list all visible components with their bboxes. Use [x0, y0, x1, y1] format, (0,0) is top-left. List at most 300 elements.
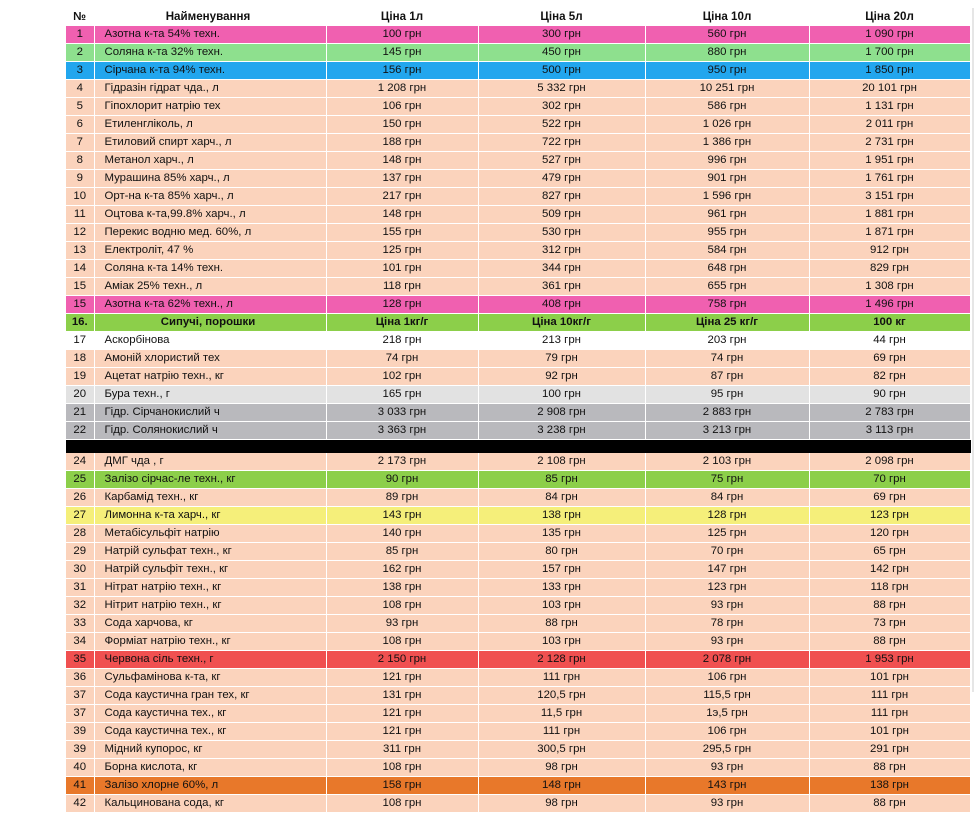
row-number: 33	[66, 615, 94, 633]
table-row	[66, 206, 970, 224]
price-10: 586 грн	[645, 98, 809, 116]
price-1	[326, 440, 478, 453]
header-price-5: Ціна 5л	[478, 8, 645, 26]
header-name: Найменування	[94, 8, 326, 26]
price-1: 3 033 грн	[326, 404, 478, 422]
row-number: 40	[66, 759, 94, 777]
row-number: 39	[66, 741, 94, 759]
price-20: 2 783 грн	[809, 404, 970, 422]
price-20: 70 грн	[809, 471, 970, 489]
price-10: 106 грн	[645, 723, 809, 741]
table-row	[66, 422, 970, 440]
price-1: 2 173 грн	[326, 453, 478, 471]
product-name: Натрій сульфат техн., кг	[94, 543, 326, 561]
price-5: 2 908 грн	[478, 404, 645, 422]
product-name: Карбамід техн., кг	[94, 489, 326, 507]
price-5: 103 грн	[478, 633, 645, 651]
price-10: 648 грн	[645, 260, 809, 278]
product-name: Нітрат натрію техн., кг	[94, 579, 326, 597]
price-20: 1 308 грн	[809, 278, 970, 296]
product-name: Аміак 25% техн., л	[94, 278, 326, 296]
row-number: 16.	[66, 314, 94, 332]
price-10: 996 грн	[645, 152, 809, 170]
product-name	[94, 440, 326, 453]
price-1: 121 грн	[326, 723, 478, 741]
product-name: Сульфамінова к-та, кг	[94, 669, 326, 687]
price-20: 111 грн	[809, 687, 970, 705]
price-10: 143 грн	[645, 777, 809, 795]
price-1: 121 грн	[326, 669, 478, 687]
price-1: 118 грн	[326, 278, 478, 296]
price-10: 115,5 грн	[645, 687, 809, 705]
price-20: 88 грн	[809, 759, 970, 777]
table-row	[66, 224, 970, 242]
price-20: 88 грн	[809, 795, 970, 813]
price-5: 98 грн	[478, 795, 645, 813]
price-5: 300,5 грн	[478, 741, 645, 759]
price-1: 140 грн	[326, 525, 478, 543]
row-number: 35	[66, 651, 94, 669]
price-20: 1 881 грн	[809, 206, 970, 224]
price-5: 527 грн	[478, 152, 645, 170]
price-10: 880 грн	[645, 44, 809, 62]
price-10: 93 грн	[645, 795, 809, 813]
price-5: 530 грн	[478, 224, 645, 242]
price-5: 135 грн	[478, 525, 645, 543]
table-row	[66, 453, 970, 471]
price-1: 2 150 грн	[326, 651, 478, 669]
table-row	[66, 759, 970, 777]
price-10: 95 грн	[645, 386, 809, 404]
price-5: 302 грн	[478, 98, 645, 116]
table-row	[66, 525, 970, 543]
row-number: 30	[66, 561, 94, 579]
product-name: Аскорбінова	[94, 332, 326, 350]
price-1: 108 грн	[326, 795, 478, 813]
price-5: 2 108 грн	[478, 453, 645, 471]
table-row	[66, 669, 970, 687]
price-5: 509 грн	[478, 206, 645, 224]
price-20: 101 грн	[809, 723, 970, 741]
price-1: 311 грн	[326, 741, 478, 759]
price-5: 450 грн	[478, 44, 645, 62]
price-20: 142 грн	[809, 561, 970, 579]
price-1: 188 грн	[326, 134, 478, 152]
price-20: 73 грн	[809, 615, 970, 633]
price-10: 1 596 грн	[645, 188, 809, 206]
price-10: 901 грн	[645, 170, 809, 188]
price-20: 1 951 грн	[809, 152, 970, 170]
price-10: 955 грн	[645, 224, 809, 242]
row-number: 3	[66, 62, 94, 80]
price-20: 123 грн	[809, 507, 970, 525]
row-number	[66, 440, 94, 453]
product-name: ДМГ чда , г	[94, 453, 326, 471]
price-1: 125 грн	[326, 242, 478, 260]
price-20: 2 731 грн	[809, 134, 970, 152]
price-1: 3 363 грн	[326, 422, 478, 440]
product-name: Азотна к-та 62% техн., л	[94, 296, 326, 314]
price-5: 98 грн	[478, 759, 645, 777]
price-1: 102 грн	[326, 368, 478, 386]
price-sheet	[66, 8, 970, 813]
price-5: 827 грн	[478, 188, 645, 206]
price-20: 69 грн	[809, 350, 970, 368]
table-row	[66, 471, 970, 489]
product-name: Ацетат натрію техн., кг	[94, 368, 326, 386]
price-10: 106 грн	[645, 669, 809, 687]
price-10: 87 грн	[645, 368, 809, 386]
table-row	[66, 44, 970, 62]
price-1: 121 грн	[326, 705, 478, 723]
price-20: 90 грн	[809, 386, 970, 404]
price-20: 1 090 грн	[809, 26, 970, 44]
header-num: №	[66, 8, 94, 26]
table-row	[66, 404, 970, 422]
product-name: Електроліт, 47 %	[94, 242, 326, 260]
price-10: 93 грн	[645, 759, 809, 777]
price-5: 479 грн	[478, 170, 645, 188]
price-1: 100 грн	[326, 26, 478, 44]
product-name: Орт-на к-та 85% харч., л	[94, 188, 326, 206]
price-20: 65 грн	[809, 543, 970, 561]
price-10: 93 грн	[645, 597, 809, 615]
table-row	[66, 507, 970, 525]
price-1: 85 грн	[326, 543, 478, 561]
product-name: Сипучі, порошки	[94, 314, 326, 332]
row-number: 10	[66, 188, 94, 206]
table-row	[66, 489, 970, 507]
price-1: 148 грн	[326, 206, 478, 224]
price-20: 1 953 грн	[809, 651, 970, 669]
price-20: 1 850 грн	[809, 62, 970, 80]
row-number: 37	[66, 687, 94, 705]
price-5: 11,5 грн	[478, 705, 645, 723]
product-name: Метабісульфіт натрію	[94, 525, 326, 543]
price-1: Ціна 1кг/г	[326, 314, 478, 332]
row-number: 12	[66, 224, 94, 242]
price-5: 148 грн	[478, 777, 645, 795]
price-20: 120 грн	[809, 525, 970, 543]
row-number: 14	[66, 260, 94, 278]
price-5: 80 грн	[478, 543, 645, 561]
row-number: 41	[66, 777, 94, 795]
price-5: 300 грн	[478, 26, 645, 44]
row-number: 36	[66, 669, 94, 687]
price-5: Ціна 10кг/г	[478, 314, 645, 332]
product-name: Оцтова к-та,99.8% харч., л	[94, 206, 326, 224]
price-20: 44 грн	[809, 332, 970, 350]
price-table	[66, 8, 971, 813]
price-1: 131 грн	[326, 687, 478, 705]
product-name: Борна кислота, кг	[94, 759, 326, 777]
header-price-1: Ціна 1л	[326, 8, 478, 26]
table-row	[66, 615, 970, 633]
product-name: Сода харчова, кг	[94, 615, 326, 633]
product-name: Формiат натрію техн., кг	[94, 633, 326, 651]
price-5	[478, 440, 645, 453]
price-10: 75 грн	[645, 471, 809, 489]
price-1: 89 грн	[326, 489, 478, 507]
price-10: 125 грн	[645, 525, 809, 543]
price-10: 1 026 грн	[645, 116, 809, 134]
price-1: 108 грн	[326, 759, 478, 777]
price-1: 1 208 грн	[326, 80, 478, 98]
product-name: Кальцинована сода, кг	[94, 795, 326, 813]
price-10: 84 грн	[645, 489, 809, 507]
row-number: 21	[66, 404, 94, 422]
price-10: 203 грн	[645, 332, 809, 350]
price-20: 111 грн	[809, 705, 970, 723]
product-name: Соляна к-та 32% техн.	[94, 44, 326, 62]
price-20: 138 грн	[809, 777, 970, 795]
price-1: 108 грн	[326, 597, 478, 615]
product-name: Метанол харч., л	[94, 152, 326, 170]
row-number: 4	[66, 80, 94, 98]
price-10: 10 251 грн	[645, 80, 809, 98]
price-20: 1 871 грн	[809, 224, 970, 242]
product-name: Азотна к-та 54% техн.	[94, 26, 326, 44]
price-10	[645, 440, 809, 453]
row-number: 2	[66, 44, 94, 62]
price-5: 722 грн	[478, 134, 645, 152]
table-body	[66, 26, 970, 813]
row-number: 15	[66, 296, 94, 314]
price-5: 157 грн	[478, 561, 645, 579]
table-row	[66, 723, 970, 741]
price-20: 101 грн	[809, 669, 970, 687]
row-number: 19	[66, 368, 94, 386]
table-row	[66, 296, 970, 314]
price-10: 93 грн	[645, 633, 809, 651]
product-name: Сода каустична гран тех, кг	[94, 687, 326, 705]
price-1: 150 грн	[326, 116, 478, 134]
table-row	[66, 98, 970, 116]
product-name: Соляна к-та 14% техн.	[94, 260, 326, 278]
price-10: 1э,5 грн	[645, 705, 809, 723]
product-name: Натрій сульфіт техн., кг	[94, 561, 326, 579]
section-header-row	[66, 314, 970, 332]
row-number: 5	[66, 98, 94, 116]
price-10: Ціна 25 кг/г	[645, 314, 809, 332]
table-row	[66, 561, 970, 579]
price-5: 213 грн	[478, 332, 645, 350]
price-10: 3 213 грн	[645, 422, 809, 440]
row-number: 13	[66, 242, 94, 260]
table-row	[66, 260, 970, 278]
price-20: 2 011 грн	[809, 116, 970, 134]
table-row	[66, 152, 970, 170]
row-number: 11	[66, 206, 94, 224]
header-price-20: Ціна 20л	[809, 8, 970, 26]
price-10: 655 грн	[645, 278, 809, 296]
price-5: 100 грн	[478, 386, 645, 404]
product-name: Гіпохлорит натрію тех	[94, 98, 326, 116]
price-10: 2 103 грн	[645, 453, 809, 471]
price-5: 111 грн	[478, 723, 645, 741]
product-name: Гідр. Сірчанокислий ч	[94, 404, 326, 422]
price-5: 361 грн	[478, 278, 645, 296]
price-1: 74 грн	[326, 350, 478, 368]
row-number: 17	[66, 332, 94, 350]
product-name: Лимонна к-та харч., кг	[94, 507, 326, 525]
table-row	[66, 597, 970, 615]
price-1: 217 грн	[326, 188, 478, 206]
row-number: 32	[66, 597, 94, 615]
price-10: 950 грн	[645, 62, 809, 80]
table-row	[66, 134, 970, 152]
price-20: 3 113 грн	[809, 422, 970, 440]
price-20: 82 грн	[809, 368, 970, 386]
price-5: 138 грн	[478, 507, 645, 525]
price-1: 106 грн	[326, 98, 478, 116]
table-row	[66, 651, 970, 669]
price-1: 155 грн	[326, 224, 478, 242]
row-number: 6	[66, 116, 94, 134]
price-5: 5 332 грн	[478, 80, 645, 98]
price-10: 128 грн	[645, 507, 809, 525]
product-name: Мурашина 85% харч., л	[94, 170, 326, 188]
price-20: 3 151 грн	[809, 188, 970, 206]
table-row	[66, 80, 970, 98]
price-5: 120,5 грн	[478, 687, 645, 705]
price-1: 148 грн	[326, 152, 478, 170]
row-number: 34	[66, 633, 94, 651]
price-5: 103 грн	[478, 597, 645, 615]
table-row	[66, 795, 970, 813]
price-1: 128 грн	[326, 296, 478, 314]
price-10: 2 883 грн	[645, 404, 809, 422]
product-name: Бура техн., г	[94, 386, 326, 404]
price-5: 85 грн	[478, 471, 645, 489]
table-row	[66, 579, 970, 597]
price-5: 92 грн	[478, 368, 645, 386]
row-number: 24	[66, 453, 94, 471]
product-name: Гідразін гідрат чда., л	[94, 80, 326, 98]
price-20: 1 131 грн	[809, 98, 970, 116]
price-5: 3 238 грн	[478, 422, 645, 440]
price-10: 1 386 грн	[645, 134, 809, 152]
table-row	[66, 543, 970, 561]
price-5: 312 грн	[478, 242, 645, 260]
product-name: Залізо хлорне 60%, л	[94, 777, 326, 795]
price-10: 2 078 грн	[645, 651, 809, 669]
row-number: 22	[66, 422, 94, 440]
price-20: 20 101 грн	[809, 80, 970, 98]
row-number: 20	[66, 386, 94, 404]
table-row	[66, 741, 970, 759]
price-5: 79 грн	[478, 350, 645, 368]
row-number: 18	[66, 350, 94, 368]
product-name: Етиловий спирт харч., л	[94, 134, 326, 152]
row-number: 8	[66, 152, 94, 170]
product-name: Сода каустична тех., кг	[94, 723, 326, 741]
price-1: 165 грн	[326, 386, 478, 404]
price-20: 69 грн	[809, 489, 970, 507]
price-10: 295,5 грн	[645, 741, 809, 759]
header-price-10: Ціна 10л	[645, 8, 809, 26]
price-10: 758 грн	[645, 296, 809, 314]
price-5: 111 грн	[478, 669, 645, 687]
separator-row	[66, 440, 970, 453]
price-1: 90 грн	[326, 471, 478, 489]
price-10: 560 грн	[645, 26, 809, 44]
price-1: 162 грн	[326, 561, 478, 579]
price-5: 84 грн	[478, 489, 645, 507]
price-10: 123 грн	[645, 579, 809, 597]
price-5: 2 128 грн	[478, 651, 645, 669]
price-10: 74 грн	[645, 350, 809, 368]
row-number: 42	[66, 795, 94, 813]
price-20	[809, 440, 970, 453]
table-row	[66, 777, 970, 795]
price-1: 143 грн	[326, 507, 478, 525]
row-number: 25	[66, 471, 94, 489]
product-name: Гідр. Солянокислий ч	[94, 422, 326, 440]
product-name: Червона сіль техн., г	[94, 651, 326, 669]
product-name: Залізо сірчас-ле техн., кг	[94, 471, 326, 489]
table-row	[66, 350, 970, 368]
price-20: 2 098 грн	[809, 453, 970, 471]
row-number: 27	[66, 507, 94, 525]
table-row	[66, 386, 970, 404]
price-20: 1 700 грн	[809, 44, 970, 62]
product-name: Сірчана к-та 94% техн.	[94, 62, 326, 80]
price-20: 1 761 грн	[809, 170, 970, 188]
price-20: 88 грн	[809, 633, 970, 651]
table-row	[66, 368, 970, 386]
price-5: 88 грн	[478, 615, 645, 633]
price-1: 137 грн	[326, 170, 478, 188]
product-name: Перекис водню мед. 60%, л	[94, 224, 326, 242]
price-5: 344 грн	[478, 260, 645, 278]
table-row	[66, 332, 970, 350]
row-number: 37	[66, 705, 94, 723]
price-1: 101 грн	[326, 260, 478, 278]
price-20: 912 грн	[809, 242, 970, 260]
product-name: Нітрит натрію техн., кг	[94, 597, 326, 615]
header-row	[66, 8, 970, 26]
table-row	[66, 188, 970, 206]
price-1: 145 грн	[326, 44, 478, 62]
price-5: 408 грн	[478, 296, 645, 314]
product-name: Етиленгліколь, л	[94, 116, 326, 134]
price-5: 500 грн	[478, 62, 645, 80]
row-number: 9	[66, 170, 94, 188]
row-number: 39	[66, 723, 94, 741]
price-5: 522 грн	[478, 116, 645, 134]
price-1: 156 грн	[326, 62, 478, 80]
price-1: 138 грн	[326, 579, 478, 597]
price-1: 93 грн	[326, 615, 478, 633]
row-number: 28	[66, 525, 94, 543]
price-1: 108 грн	[326, 633, 478, 651]
table-row	[66, 26, 970, 44]
table-row	[66, 633, 970, 651]
row-number: 15	[66, 278, 94, 296]
price-1: 218 грн	[326, 332, 478, 350]
price-10: 961 грн	[645, 206, 809, 224]
price-10: 78 грн	[645, 615, 809, 633]
table-row	[66, 170, 970, 188]
table-row	[66, 687, 970, 705]
price-20: 1 496 грн	[809, 296, 970, 314]
price-20: 829 грн	[809, 260, 970, 278]
price-20: 88 грн	[809, 597, 970, 615]
table-row	[66, 278, 970, 296]
row-number: 26	[66, 489, 94, 507]
row-number: 1	[66, 26, 94, 44]
